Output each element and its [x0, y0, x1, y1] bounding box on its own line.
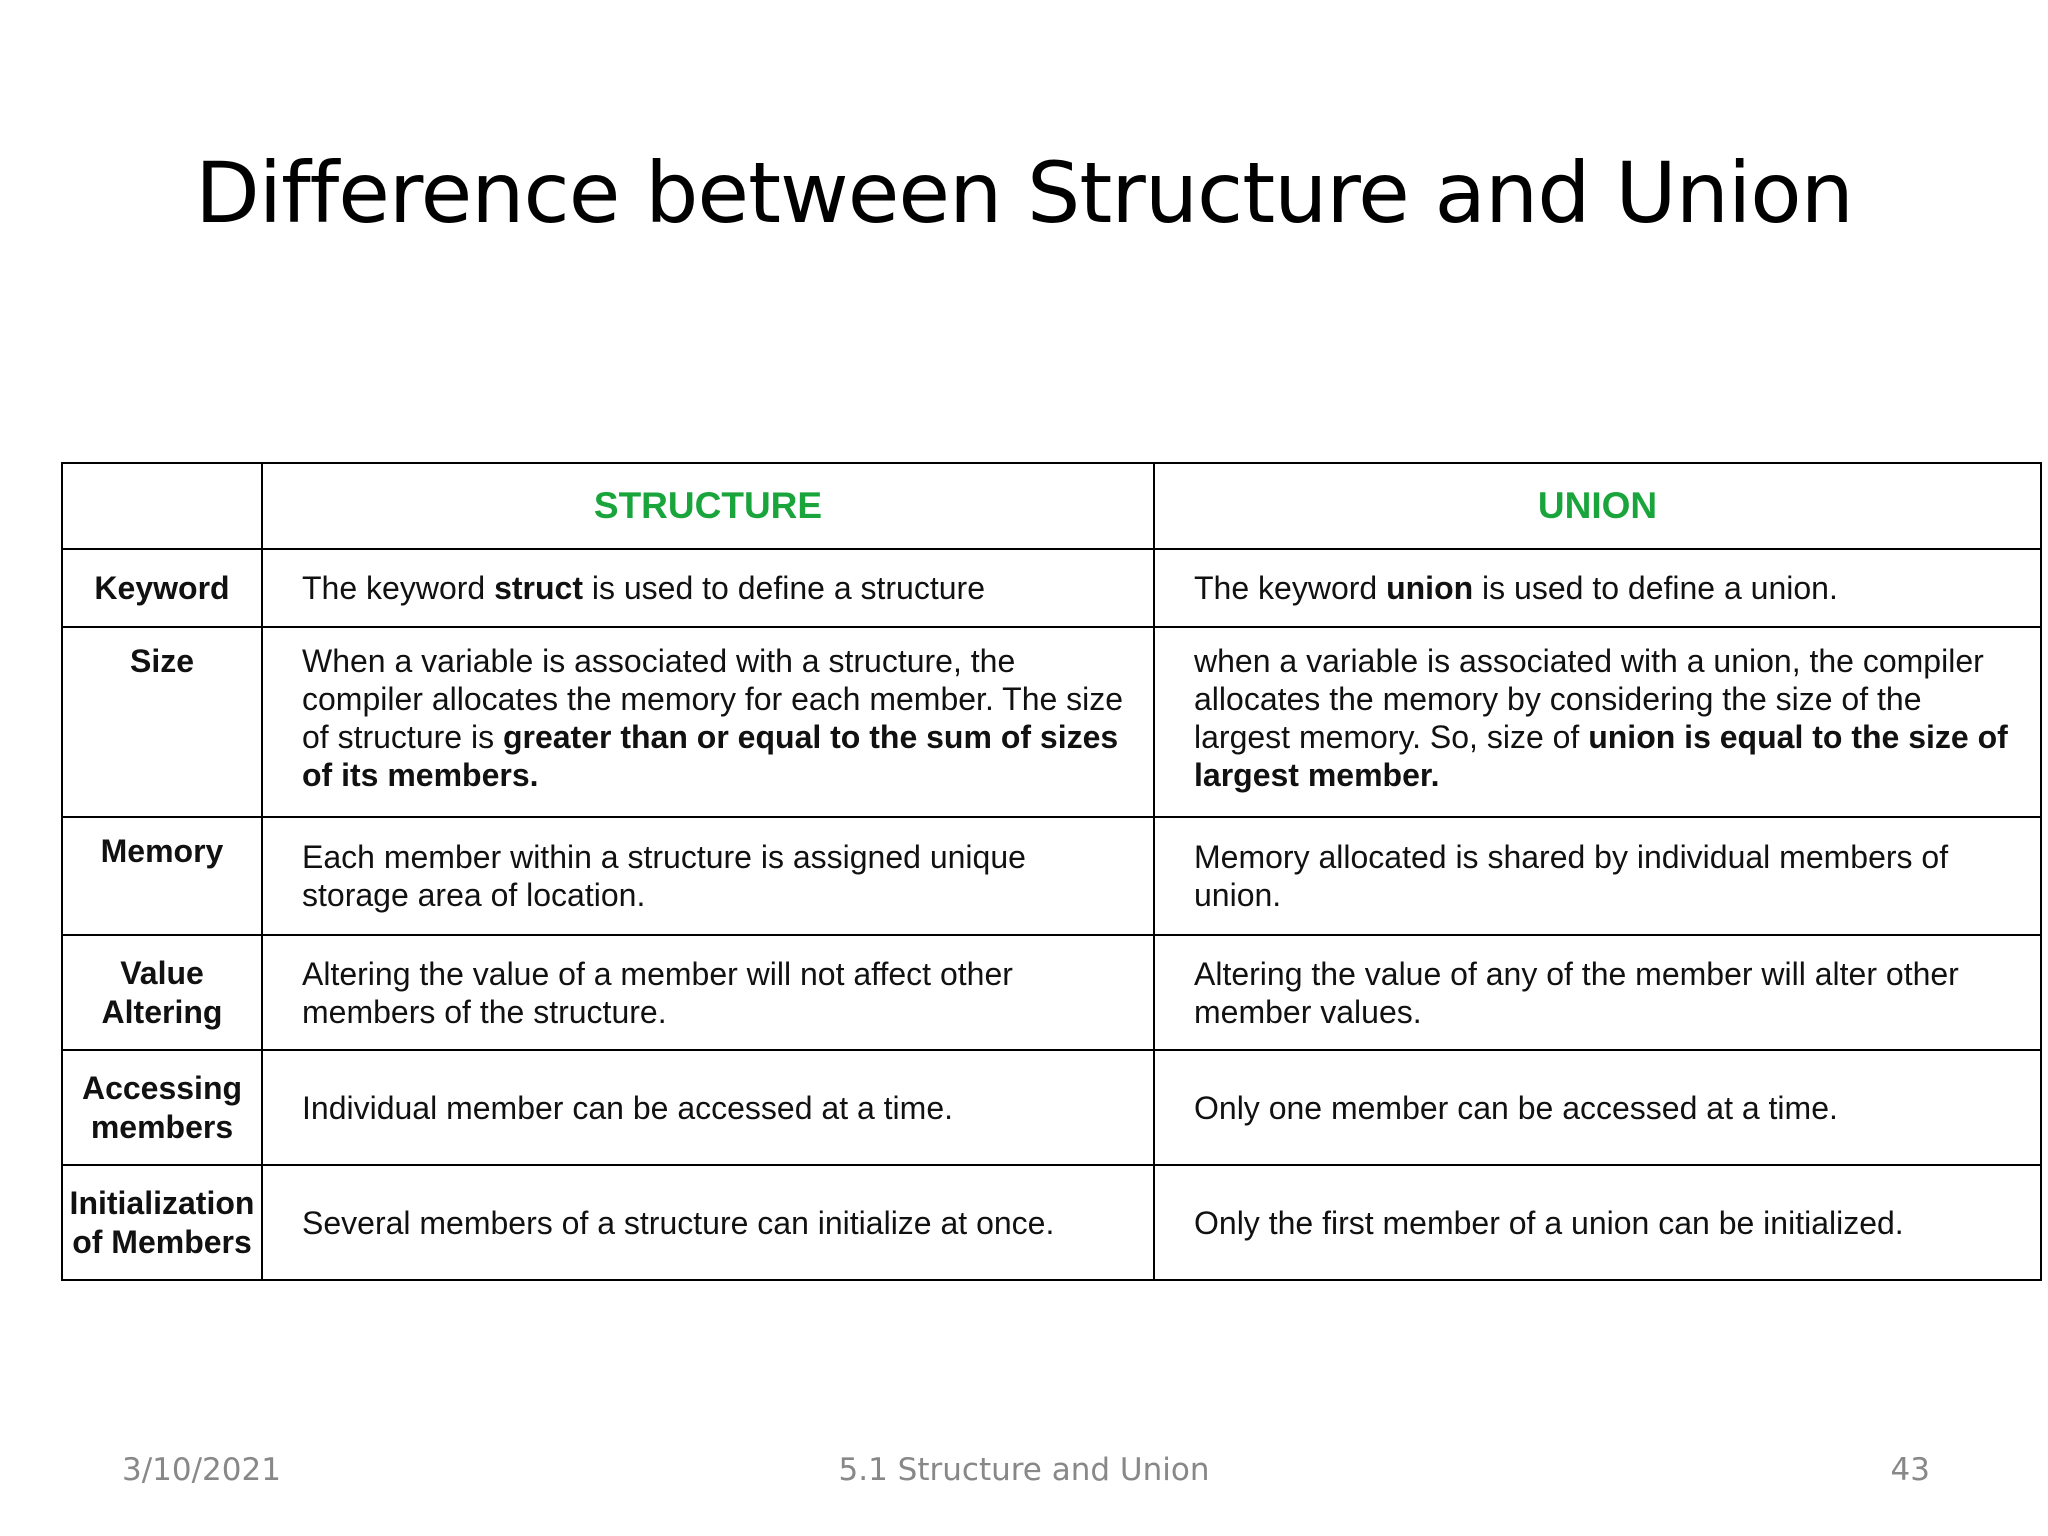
- footer-date: 3/10/2021: [122, 1452, 281, 1488]
- row-label: Size: [62, 627, 262, 817]
- footer-title: 5.1 Structure and Union: [838, 1452, 1210, 1488]
- table-row: [62, 817, 2041, 935]
- page-number: 43: [1890, 1452, 1930, 1488]
- cell-bold-text: union: [1386, 570, 1474, 606]
- row-label: Accessing members: [62, 1050, 262, 1165]
- cell-text: When a variable is associated with a structure, the compiler allocates the memory for each member. The size of structure is: [302, 643, 1124, 755]
- union-cell: [1154, 627, 2041, 817]
- structure-cell: [262, 1050, 1154, 1165]
- structure-cell: [262, 817, 1154, 935]
- structure-cell: [262, 935, 1154, 1050]
- cell-text: Altering the value of a member will not affect other members of the structure.: [302, 955, 1013, 1030]
- structure-cell: [262, 627, 1154, 817]
- cell-text: Only one member can be accessed at a time.: [1194, 1089, 1838, 1126]
- header-union: UNION: [1154, 463, 2041, 549]
- row-label: Initialization of Members: [62, 1165, 262, 1280]
- table-header-row: [62, 463, 2041, 549]
- cell-text: is used to define a union.: [1473, 570, 1838, 606]
- table-row: [62, 1165, 2041, 1280]
- union-cell: [1154, 1165, 2041, 1280]
- header-structure: STRUCTURE: [262, 463, 1154, 549]
- union-cell: [1154, 817, 2041, 935]
- cell-text: The keyword: [302, 570, 495, 606]
- structure-cell: [262, 1165, 1154, 1280]
- header-empty: [62, 463, 262, 549]
- comparison-table: [61, 462, 2042, 1281]
- cell-text: is used to define a structure: [582, 570, 985, 606]
- cell-text: when a variable is associated with a union, the compiler allocates the memory by considering the size of the largest memory. So, size of: [1194, 643, 1984, 755]
- union-cell: [1154, 1050, 2041, 1165]
- union-cell: [1154, 549, 2041, 627]
- cell-text: Each member within a structure is assigned unique storage area of location.: [302, 839, 1026, 913]
- table-row: [62, 1050, 2041, 1165]
- cell-bold-text: struct: [494, 570, 583, 606]
- cell-text: Memory allocated is shared by individual members of union.: [1194, 839, 1949, 913]
- table-row: [62, 935, 2041, 1050]
- cell-text: Altering the value of any of the member will alter other member values.: [1194, 955, 1959, 1030]
- table-row: [62, 549, 2041, 627]
- cell-bold-text: greater than or equal to the sum of sizes of its members.: [302, 719, 1119, 793]
- row-label: Keyword: [62, 549, 262, 627]
- row-label: Memory: [62, 817, 262, 935]
- slide-title: Difference between Structure and Union: [195, 144, 1853, 242]
- union-cell: [1154, 935, 2041, 1050]
- cell-text: Several members of a structure can initialize at once.: [302, 1204, 1055, 1241]
- cell-text: The keyword: [1194, 570, 1387, 606]
- cell-bold-text: union is equal to the size of largest member.: [1194, 719, 2008, 793]
- cell-text: Individual member can be accessed at a time.: [302, 1089, 953, 1126]
- cell-text: Only the first member of a union can be initialized.: [1194, 1204, 1904, 1241]
- table-row: [62, 627, 2041, 817]
- structure-cell: [262, 549, 1154, 627]
- row-label: Value Altering: [62, 935, 262, 1050]
